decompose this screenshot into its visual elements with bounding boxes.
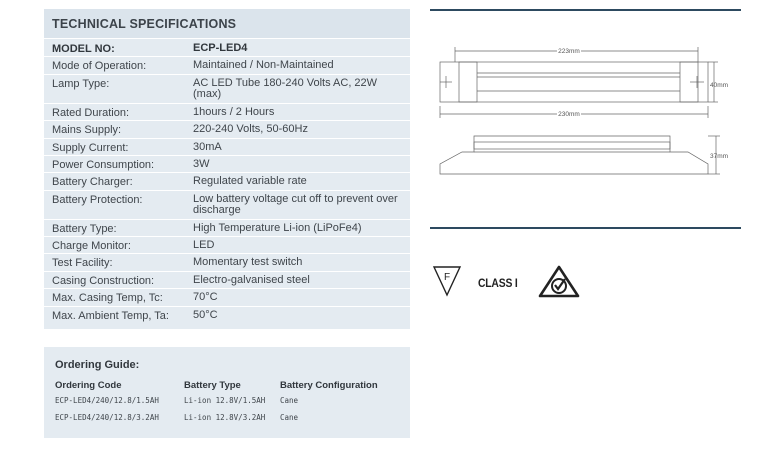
f-mark-letter: F: [443, 272, 451, 283]
spec-value: High Temperature Li-ion (LiPoFe4): [193, 222, 362, 234]
spec-row: [44, 139, 410, 156]
middle-divider: [430, 227, 741, 229]
spec-key: Supply Current:: [52, 142, 129, 154]
spec-header-row: [44, 39, 410, 57]
spec-key: MODEL NO:: [52, 43, 115, 55]
f-mark-icon: [432, 265, 462, 297]
spec-value: 30mA: [193, 141, 222, 153]
spec-key: Charge Monitor:: [52, 240, 131, 252]
ordering-header-code: Ordering Code: [55, 380, 122, 391]
dim-height-label: 40mm: [710, 82, 729, 89]
ordering-guide: [44, 347, 410, 438]
dim-side-label: 37mm: [710, 153, 729, 160]
spec-value: ECP-LED4: [193, 42, 248, 54]
spec-row: [44, 272, 410, 289]
spec-key: Power Consumption:: [52, 159, 155, 171]
spec-value: Electro-galvanised steel: [193, 274, 310, 286]
top-divider: [430, 9, 741, 11]
dimension-drawing: [430, 40, 750, 185]
spec-key: Test Facility:: [52, 257, 113, 269]
spec-key: Lamp Type:: [52, 78, 110, 90]
spec-value: Regulated variable rate: [193, 175, 307, 187]
spec-key: Mode of Operation:: [52, 60, 147, 72]
spec-row: [44, 173, 410, 191]
spec-value: 70°C: [193, 291, 218, 303]
dim-top-label: 223mm: [558, 48, 580, 55]
spec-row: [44, 156, 410, 173]
ordering-header-battery: Battery Type: [184, 380, 241, 391]
dim-bottom-label: 230mm: [558, 111, 580, 118]
spec-value: Low battery voltage cut off to prevent over discharge: [193, 193, 398, 216]
spec-value: 220-240 Volts, 50-60Hz: [193, 123, 308, 135]
ordering-cell: Cane: [280, 413, 299, 422]
technical-specifications-table: [44, 9, 410, 329]
spec-value: Maintained / Non-Maintained: [193, 59, 334, 71]
ordering-cell: ECP-LED4/240/12.8/3.2AH: [55, 413, 159, 422]
spec-key: Max. Ambient Temp, Ta:: [52, 310, 169, 322]
spec-value: 3W: [193, 158, 210, 170]
spec-value: LED: [193, 239, 215, 251]
ordering-title: Ordering Guide:: [55, 359, 140, 371]
spec-value: Momentary test switch: [193, 256, 303, 268]
spec-value: 50°C: [193, 309, 218, 321]
spec-row: [44, 121, 410, 139]
spec-row: [44, 237, 410, 254]
spec-key: Battery Charger:: [52, 176, 133, 188]
spec-row: [44, 254, 410, 272]
spec-row: [44, 289, 410, 307]
spec-key: Mains Supply:: [52, 124, 122, 136]
spec-value: 1hours / 2 Hours: [193, 106, 275, 118]
spec-row: [44, 75, 410, 104]
ordering-cell: Li-ion 12.8V/3.2AH: [184, 413, 266, 422]
spec-row: [44, 57, 410, 75]
rcm-mark-icon: [538, 265, 580, 299]
ordering-header-config: Battery Configuration: [280, 380, 378, 391]
class-i-label: CLASS I: [478, 278, 518, 290]
spec-key: Battery Type:: [52, 223, 117, 235]
spec-value: AC LED Tube 180-240 Volts AC, 22W (max): [193, 77, 378, 100]
spec-key: Battery Protection:: [52, 194, 143, 206]
spec-key: Rated Duration:: [52, 107, 130, 119]
spec-row: [44, 191, 410, 220]
spec-row: [44, 220, 410, 237]
spec-key: Casing Construction:: [52, 275, 155, 287]
spec-row: [44, 104, 410, 121]
spec-title: TECHNICAL SPECIFICATIONS: [44, 9, 410, 39]
ordering-cell: Cane: [280, 396, 299, 405]
ordering-cell: ECP-LED4/240/12.8/1.5AH: [55, 396, 159, 405]
ordering-cell: Li-ion 12.8V/1.5AH: [184, 396, 266, 405]
spec-key: Max. Casing Temp, Tc:: [52, 292, 163, 304]
spec-row: [44, 307, 410, 325]
